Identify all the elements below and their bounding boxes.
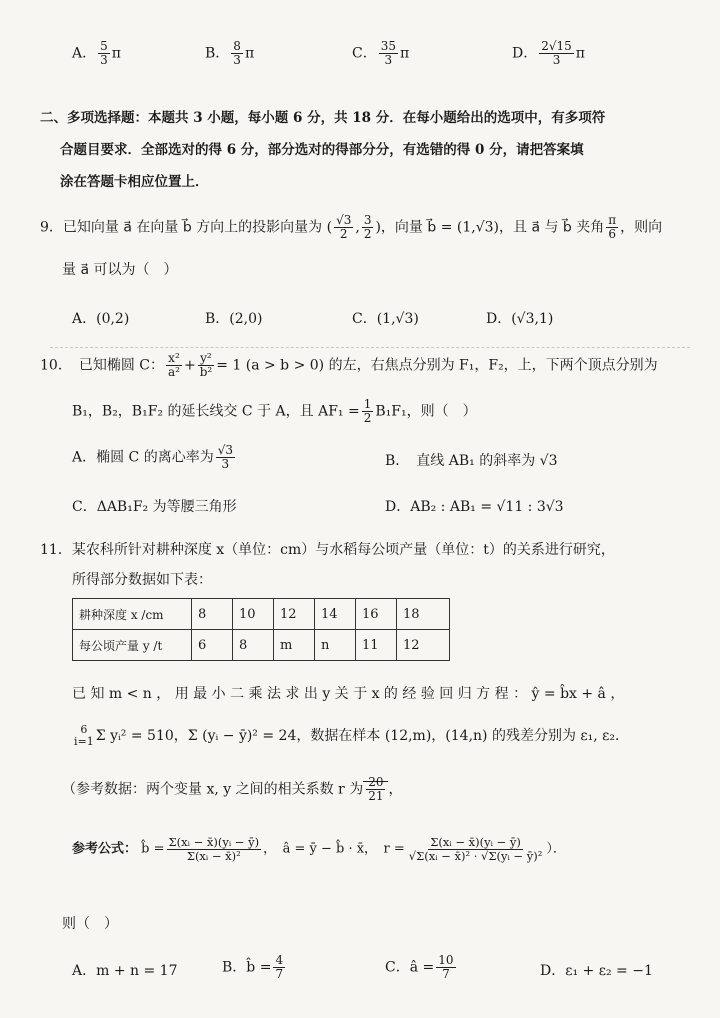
q11-stem-line3: 已 知 m < n ， 用 最 小 二 乘 法 求 出 y 关 于 x 的 经 验 回 归 方 程 ： ŷ = b̂x + â ， (72, 686, 625, 702)
section2-line1: 二、多项选择题：本题共 3 小题，每小题 6 分，共 18 分．在每小题给出的选项中，有多项符 (40, 110, 606, 126)
table-cell: 16 (356, 599, 397, 630)
q11-stem-line1: 11．某农科所针对耕种深度 x（单位：cm）与水稻每公顷产量（单位：t）的关系进行研究， (40, 542, 615, 558)
table-cell: 6 (192, 630, 233, 661)
table-cell: 18 (397, 599, 450, 630)
q11-stem-line2: 所得部分数据如下表： (72, 572, 212, 588)
table-row (73, 630, 450, 661)
q11-option-b: B．b̂ = $\frac{4}{7}$ (222, 953, 284, 982)
q10-stem-line1: 10． 已知椭圆 C： $\frac{\text{x²}}{\text{a²}}$ + $\frac{\text{y²}}{\text{b²}}$ = 1 (a > b > 0) 的左，右焦点分别为 F₁，F₂，上，下两个顶点分别为 (40, 351, 658, 380)
section2-line2: 合题目要求．全部选对的得 6 分，部分选对的得部分分，有选错的得 0 分，请把答案填 (60, 142, 584, 158)
q11-stem-line4: 6 i=1 Σ yᵢ² = 510，Σ (yᵢ − ȳ)² = 24，数据在样本 (12,m)，(14,n) 的残差分别为 ε₁, ε₂． (74, 723, 630, 749)
table-cell: 12 (274, 599, 315, 630)
table-row-label: 每公顷产量 y /t (73, 630, 192, 661)
fold-line (50, 347, 690, 348)
table-cell: 10 (233, 599, 274, 630)
table-cell: 11 (356, 630, 397, 661)
table-row-label: 耕种深度 x /cm (73, 599, 192, 630)
q10-option-b: B． 直线 AB₁ 的斜率为 √3 (385, 453, 558, 469)
q11-option-d: D．ε₁ + ε₂ = −1 (540, 963, 653, 979)
q9-option-c: C．(1,√3) (352, 311, 419, 327)
q11-option-c: C．â = $\frac{10}{7}$ (385, 953, 454, 982)
q9-stem-line1: 9．已知向量 a⃗ 在向量 b⃗ 方向上的投影向量为 ( $\frac{√3}{2}$ , $\frac{3}{2}$ )，向量 b⃗ = (1,√3)，且 a⃗ 与 b⃗ 夹角 $\frac{\pi}{6}$ ，则向 (40, 213, 663, 242)
q9-stem-line2: 量 a⃗ 可以为（ ） (62, 262, 178, 278)
q9-option-b: B．(2,0) (205, 311, 263, 327)
table-row (73, 599, 450, 630)
section2-line3: 涂在答题卡相应位置上． (60, 174, 209, 190)
q10-option-a: A．椭圆 C 的离心率为 $\frac{√3}{3}$ (72, 443, 234, 472)
q10-stem-line2: B₁，B₂，B₁F₂ 的延长线交 C 于 A，且 AF₁ = $\frac{1}{2}$ B₁F₁，则（ ） (72, 397, 477, 426)
table-cell: n (315, 630, 356, 661)
q10-option-d: D．AB₂ : AB₁ = √11 : 3√3 (385, 499, 564, 515)
q9-option-d: D．(√3,1) (486, 311, 554, 327)
q11-reference-formula: 参考公式： b̂ = $\frac{\text{Σ(xᵢ − x̄)(yᵢ − ȳ)}}{\text{Σ(xᵢ − x̄)²}}$ ， â = ȳ − b̂ · x̄， r = $\frac{\text{Σ(xᵢ − x̄)(yᵢ − ȳ)}}{\text{√Σ(xᵢ − x̄)² · √Σ(yᵢ − ȳ)²}}$ ）． (72, 835, 566, 863)
q8-option-a: A． $\frac{5}{3}$ π (72, 39, 121, 68)
q9-option-a: A．(0,2) (72, 311, 130, 327)
table-cell: 8 (233, 630, 274, 661)
q10-option-c: C．ΔAB₁F₂ 为等腰三角形 (72, 499, 237, 515)
q11-data-table (72, 598, 450, 661)
q11-reference-data: （参考数据：两个变量 x, y 之间的相关系数 r 为 $\frac{20}{21}$ ， (62, 775, 403, 804)
table-cell: 12 (397, 630, 450, 661)
table-cell: m (274, 630, 315, 661)
q11-then: 则（ ） (62, 916, 118, 932)
table-cell: 14 (315, 599, 356, 630)
q8-option-b: B． $\frac{8}{3}$ π (205, 39, 255, 68)
q8-option-c: C． $\frac{35}{3}$ π (352, 39, 410, 68)
q8-option-d: D． $\frac{2√15}{3}$ π (512, 39, 585, 68)
q11-option-a: A．m + n = 17 (72, 963, 178, 979)
table-cell: 8 (192, 599, 233, 630)
